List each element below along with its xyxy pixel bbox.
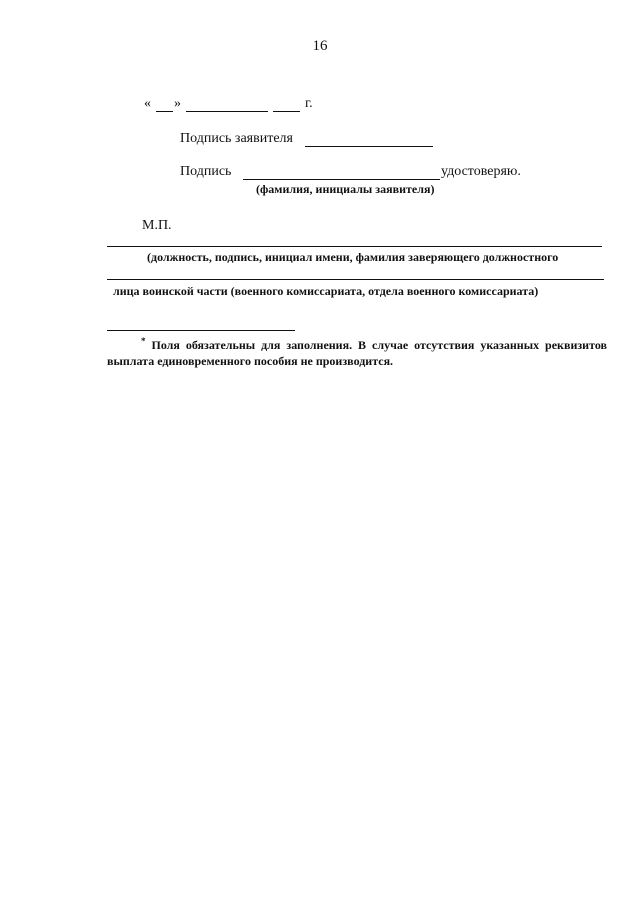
applicant-signature-label: Подпись заявителя [180, 131, 293, 146]
month-field[interactable] [186, 111, 268, 112]
certify-word: удостоверяю. [441, 164, 521, 179]
footnote-text: Поля обязательны для заполнения. В случае отсутствия указанных реквизитов выплата единовременного пособия не производится. [107, 338, 608, 368]
official-hint-line2: лица воинской части (военного комиссариата, отдела военного комиссариата) [113, 284, 539, 298]
year-suffix: г. [305, 96, 313, 111]
seal-label: М.П. [142, 218, 172, 233]
certification-label: Подпись [180, 164, 232, 179]
footnote-separator [107, 330, 295, 331]
footnote-marker: * [141, 336, 146, 346]
year-field[interactable] [273, 111, 300, 112]
official-signature-field[interactable] [107, 246, 602, 247]
applicant-name-hint: (фамилия, инициалы заявителя) [256, 182, 435, 196]
footnote [107, 333, 607, 369]
page-number: 16 [312, 38, 328, 54]
official-signature-field-2[interactable] [107, 279, 604, 280]
quote-close: » [174, 96, 181, 111]
applicant-signature-field[interactable] [305, 146, 433, 147]
quote-open: « [144, 96, 151, 111]
applicant-name-field[interactable] [243, 179, 440, 180]
official-hint-line1: (должность, подпись, инициал имени, фамилия заверяющего должностного [147, 250, 559, 264]
day-field[interactable] [156, 111, 173, 112]
